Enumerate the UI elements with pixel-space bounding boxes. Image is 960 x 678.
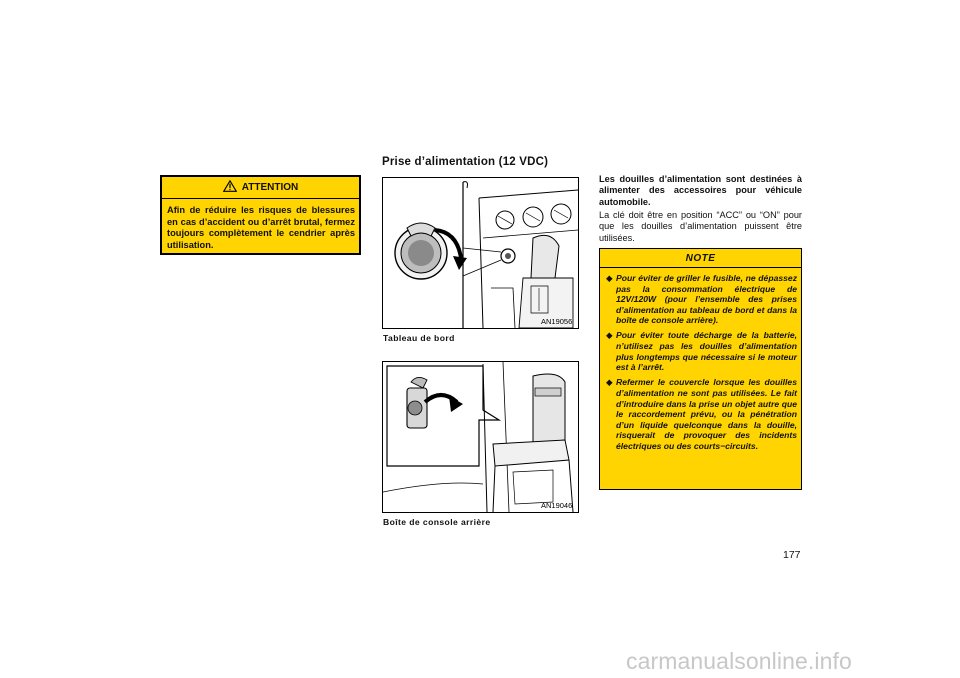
note-item: [606, 330, 797, 372]
diamond-bullet-icon: ◆: [606, 377, 613, 388]
note-item: [606, 273, 797, 326]
note-box: [599, 248, 802, 490]
attention-heading: ATTENTION: [241, 182, 299, 193]
figure-caption-console: Boîte de console arrière: [383, 517, 491, 527]
figure-code: AN19046: [541, 501, 573, 510]
page-number: 177: [783, 549, 801, 561]
intro-paragraph: Les douilles d’alimentation sont destinées à alimenter des accessoires pour véhicule automobile.: [599, 174, 802, 207]
key-position-paragraph: La clé doit être en position “ACC” ou “ON” pour que les douilles d’alimentation puissent être utilisées.: [599, 210, 802, 243]
figure-code: AN19056: [541, 317, 573, 326]
note-list: [600, 268, 801, 452]
note-item: [606, 377, 797, 451]
figure-dashboard-outlet: [382, 177, 579, 329]
diamond-bullet-icon: ◆: [606, 330, 613, 341]
note-item-text: Pour éviter de griller le fusible, ne dépassez pas la consommation électrique de 12V/120W (pour l’ensemble des prises d’alimentation au tableau de bord et dans la boîte de console arrière).: [616, 273, 797, 326]
note-heading: NOTE: [600, 249, 801, 268]
note-item-text: Refermer le couvercle lorsque les douilles d’alimentation ne sont pas utilisées. Le fait d’introduire dans la prise un objet autre que le raccordement prévu, ou la pénétration d’un liquide quelconque dans la douille, risquerait de provoquer des incidents électriques ou des courts−circuits.: [616, 377, 797, 451]
console-illustration: [383, 362, 578, 512]
attention-header: [162, 177, 359, 199]
note-item-text: Pour éviter toute décharge de la batterie, n’utilisez pas les douilles d’alimentation plus longtemps que nécessaire si le moteur est à l’arrêt.: [616, 330, 797, 373]
attention-box: [160, 175, 361, 255]
figure-caption-dashboard: Tableau de bord: [383, 333, 455, 343]
watermark: carmanualsonline.info: [626, 648, 852, 674]
dashboard-illustration: [383, 178, 578, 328]
figure-console-outlet: [382, 361, 579, 513]
warning-triangle-icon: [223, 180, 237, 195]
attention-text: Afin de réduire les risques de blessures en cas d’accident ou d’arrêt brutal, fermez toujours complètement le cendrier après utilisation.: [167, 205, 355, 250]
diamond-bullet-icon: ◆: [606, 273, 613, 283]
section-title: Prise d’alimentation (12 VDC): [382, 156, 549, 168]
